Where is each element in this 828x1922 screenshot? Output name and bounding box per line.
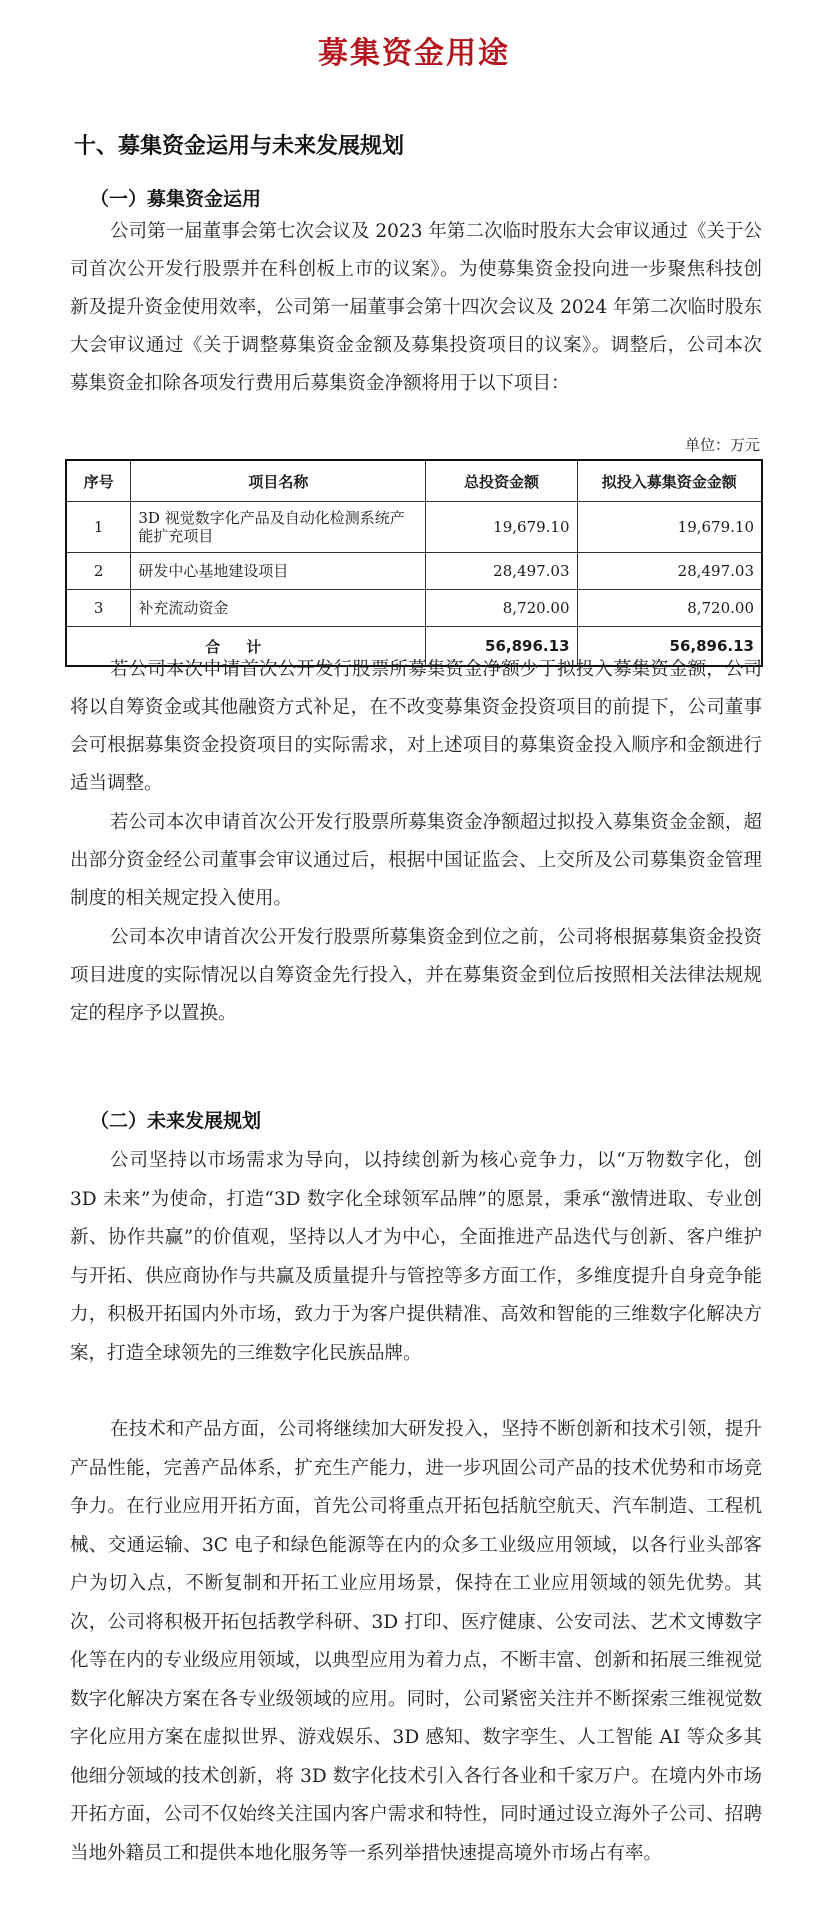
row-project-name: 3D 视觉数字化产品及自动化检测系统产能扩充项目 bbox=[131, 502, 426, 553]
subsection-heading-fund-use: （一）募集资金运用 bbox=[90, 188, 262, 210]
paragraph-surplus: 若公司本次申请首次公开发行股票所募集资金净额超过拟投入募集资金金额，超出部分资金经公司董事会审议通过后，根据中国证监会、上交所及公司募集资金管理制度的相关规定投入使用。 bbox=[70, 812, 762, 909]
row-project-name: 研发中心基地建设项目 bbox=[131, 553, 426, 590]
total-investment-amount: 56,896.13 bbox=[426, 627, 577, 667]
header-planned-funds: 拟投入募集资金金额 bbox=[577, 460, 762, 502]
fund-allocation-table bbox=[65, 459, 763, 667]
row-total-investment: 8,720.00 bbox=[426, 590, 577, 627]
row-no: 3 bbox=[66, 590, 131, 627]
paragraph-shortfall: 若公司本次申请首次公开发行股票所募集资金净额少于拟投入募集资金额，公司将以自筹资金或其他融资方式补足，在不改变募集资金投资项目的前提下，公司董事会可根据募集资金投资项目的实际需求，对上述项目的募集资金投入顺序和金额进行适当调整。 bbox=[70, 659, 762, 794]
section-heading: 十、募集资金运用与未来发展规划 bbox=[74, 134, 405, 159]
header-total-investment: 总投资金额 bbox=[426, 460, 577, 502]
paragraph-strategy: 公司坚持以市场需求为导向，以持续创新为核心竞争力，以“万物数字化，创 3D 未来”为使命，打造“3D 数字化全球领军品牌”的愿景，秉承“激情进取、专业创新、协作共赢”的价值观，坚持以人才为中心，全面推进产品迭代与创新、客户维护与开拓、供应商协作与共赢及质量提升与管控等多方面工作，多维度提升自身竞争能力，积极开拓国内外市场，致力于为客户提供精准、高效和智能的三维数字化解决方案，打造全球领先的三维数字化民族品牌。 bbox=[70, 1150, 762, 1364]
header-no: 序号 bbox=[66, 460, 131, 502]
row-planned-funds: 8,720.00 bbox=[577, 590, 762, 627]
row-no: 2 bbox=[66, 553, 131, 590]
paragraph-pre-investment: 公司本次申请首次公开发行股票所募集资金到位之前，公司将根据募集资金投资项目进度的实际情况以自筹资金先行投入，并在募集资金到位后按照相关法律法规规定的程序予以置换。 bbox=[70, 927, 762, 1024]
row-planned-funds: 28,497.03 bbox=[577, 553, 762, 590]
table-row bbox=[66, 590, 762, 627]
subsection-heading-future-plan: （二）未来发展规划 bbox=[90, 1110, 262, 1132]
row-total-investment: 28,497.03 bbox=[426, 553, 577, 590]
table-row bbox=[66, 553, 762, 590]
table-header-row bbox=[66, 460, 762, 502]
total-planned-amount: 56,896.13 bbox=[577, 627, 762, 667]
unit-label: 单位：万元 bbox=[684, 436, 760, 454]
row-total-investment: 19,679.10 bbox=[426, 502, 577, 553]
row-planned-funds: 19,679.10 bbox=[577, 502, 762, 553]
row-no: 1 bbox=[66, 502, 131, 553]
row-project-name: 补充流动资金 bbox=[131, 590, 426, 627]
header-project-name: 项目名称 bbox=[131, 460, 426, 502]
paragraph-technology-market: 在技术和产品方面，公司将继续加大研发投入，坚持不断创新和技术引领，提升产品性能，完善产品体系，扩充生产能力，进一步巩固公司产品的技术优势和市场竞争力。在行业应用开拓方面，首先公司将重点开拓包括航空航天、汽车制造、工程机械、交通运输、3C 电子和绿色能源等在内的众多工业级应用领域，以各行业头部客户为切入点，不断复制和开拓工业应用场景，保持在工业应用领域的领先优势。其次，公司将积极开拓包括教学科研、3D 打印、医疗健康、公安司法、艺术文博数字化等在内的专业级应用领域，以典型应用为着力点，不断丰富、创新和拓展三维视觉数字化解决方案在各专业级领域的应用。同时，公司紧密关注并不断探索三维视觉数字化应用方案在虚拟世界、游戏娱乐、3D 感知、数字孪生、人工智能 AI 等众多其他细分领域的技术创新，将 3D 数字化技术引入各行各业和千家万户。在境内外市场开拓方面，公司不仅始终关注国内客户需求和特性，同时通过设立海外子公司、招聘当地外籍员工和提供本地化服务等一系列举措快速提高境外市场占有率。 bbox=[70, 1419, 762, 1864]
table-row bbox=[66, 502, 762, 553]
paragraph-fund-approval: 公司第一届董事会第七次会议及 2023 年第二次临时股东大会审议通过《关于公司首次公开发行股票并在科创板上市的议案》。为使募集资金投向进一步聚焦科技创新及提升资金使用效率，公司第一届董事会第十四次会议及 2024 年第二次临时股东大会审议通过《关于调整募集资金金额及募集投资项目的议案》。调整后，公司本次募集资金扣除各项发行费用后募集资金净额将用于以下项目： bbox=[70, 221, 762, 394]
total-label: 合计 bbox=[205, 637, 288, 656]
page-title: 募集资金用途 bbox=[318, 36, 510, 71]
